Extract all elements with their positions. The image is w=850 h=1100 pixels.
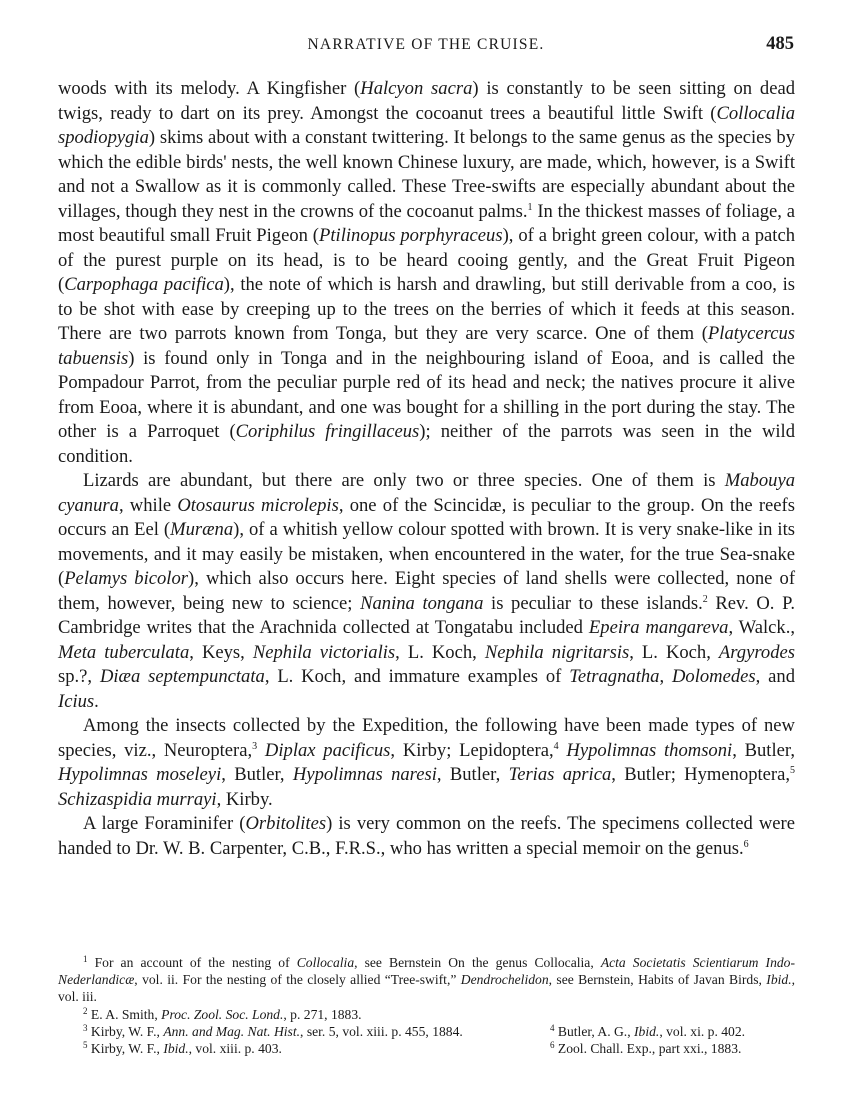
page-number: 485 <box>766 34 794 54</box>
footnote-ref-6: 6 <box>743 838 749 850</box>
footnote-1: $^1$ For an account of the nesting of Collocalia, see Bernstein On the genus Collocalia, Acta Societatis Scientiarum Indo-Nederlandicæ, vol. ii. For the nesting of the closely allied “Tree-swift,” Dendrochelidon, see Bernstein, Habits of Javan Birds, Ibid., vol. iii. <box>58 954 795 1005</box>
footnote-4: $^4$ Butler, A. G., Ibid., vol. xi. p. 402. <box>550 1022 746 1039</box>
footnote-3: $^3$ Kirby, W. F., Ann. and Mag. Nat. Hist., ser. 5, vol. xiii. p. 455, 1884. <box>83 1022 463 1039</box>
footnote-ref-2: 2 <box>702 593 708 605</box>
footnote-2: $^2$ E. A. Smith, Proc. Zool. Soc. Lond., p. 271, 1883. <box>83 1005 362 1022</box>
page-header <box>58 36 794 58</box>
paragraph-foraminifer: A large Foraminifer (Orbitolites) is very common on the reefs. The specimens collected were handed to Dr. W. B. Carpenter, C.B., F.R.S., who has written a special memoir on the genus.$^6$ <box>58 813 795 859</box>
body-text <box>58 77 795 861</box>
footnote-ref-5: 5 <box>790 765 796 776</box>
footnotes <box>58 954 795 1057</box>
footnote-ref-1: 1 <box>527 201 533 213</box>
footnote-ref-3: 3 <box>252 740 258 752</box>
running-title: NARRATIVE OF THE CRUISE. <box>307 36 545 53</box>
paragraph-lizards: Lizards are abundant, but there are only two or three species. One of them is Mabouya cyanura, while Otosaurus microlepis, one of the Scincidæ, is peculiar to the group. On the reefs occurs an Eel (Muræna), of a whitish yellow colour spotted with brown. It is very snake-like in its movements, and it may easily be mistaken, when encountered in the water, for the true Sea-snake (Pelamys bicolor), which also occurs here. Eight species of land shells were collected, none of them, however, being new to science; Nanina tongana is peculiar to these islands.$^2$ Rev. O. P. Cambridge writes that the Arachnida collected at Tongatabu included Epeira mangareva, Walck., Meta tuberculata, Keys, Nephila victorialis, L. Koch, Nephila nigritarsis, L. Koch, Argyrodes sp.?, Diæa septempunctata, L. Koch, and immature examples of Tetragnatha, Dolomedes, and Icius. <box>58 470 796 712</box>
footnote-row-3-4 <box>58 1023 795 1040</box>
footnote-row-5-6 <box>58 1040 795 1057</box>
footnote-5: $^5$ Kirby, W. F., Ibid., vol. xiii. p. 403. <box>83 1040 282 1057</box>
footnote-6: $^6$ Zool. Chall. Exp., part xxi., 1883. <box>550 1040 742 1057</box>
paragraph-insects: Among the insects collected by the Expedition, the following have been made types of new species, viz., Neuroptera,$^3$ Diplax pacificus, Kirby; Lepidoptera,$^4$ Hypolimnas thomsoni, Butler, Hypolimnas moseleyi, Butler, Hypolimnas naresi, Butler, Terias aprica, Butler; Hymenoptera,$^5$ Schizaspidia murrayi, Kirby. <box>58 715 796 810</box>
paragraph-birds: woods with its melody. A Kingfisher (Halcyon sacra) is constantly to be seen sitting on dead twigs, ready to dart on its prey. Amongst the cocoanut trees a beautiful little Swift (Collocalia spodiopygia) skims about with a constant twittering. It belongs to the same genus as the species by which the edible birds' nests, the well known Chinese luxury, are made, which, however, is a Swift and not a Swallow as it is commonly called. These Tree-swifts are especially abundant about the villages, though they nest in the crowns of the cocoanut palms.$^1$ In the thickest masses of foliage, a most beautiful small Fruit Pigeon (Ptilinopus porphyraceus), of a bright green colour, with a patch of the purest purple on its head, is to be heard cooing gently, and the Great Fruit Pigeon (Carpophaga pacifica), the note of which is harsh and drawling, but still derivable from a coo, is to be shot with ease by creeping up to the trees on the berries of which it feeds at this season. There are two parrots known from Tonga, but they are very scarce. One of them (Platycercus tabuensis) is found only in Tonga and in the neighbouring island of Eooa, and is called the Pompadour Parrot, from the peculiar purple red of its head and neck; the natives procure it alive from Eooa, where it is abundant, and one was bought for a shilling in the port during the stay. The other is a Parroquet (Coriphilus fringillaceus); neither of the parrots was seen in the wild condition. <box>58 78 796 467</box>
footnote-ref-4: 4 <box>553 740 559 752</box>
